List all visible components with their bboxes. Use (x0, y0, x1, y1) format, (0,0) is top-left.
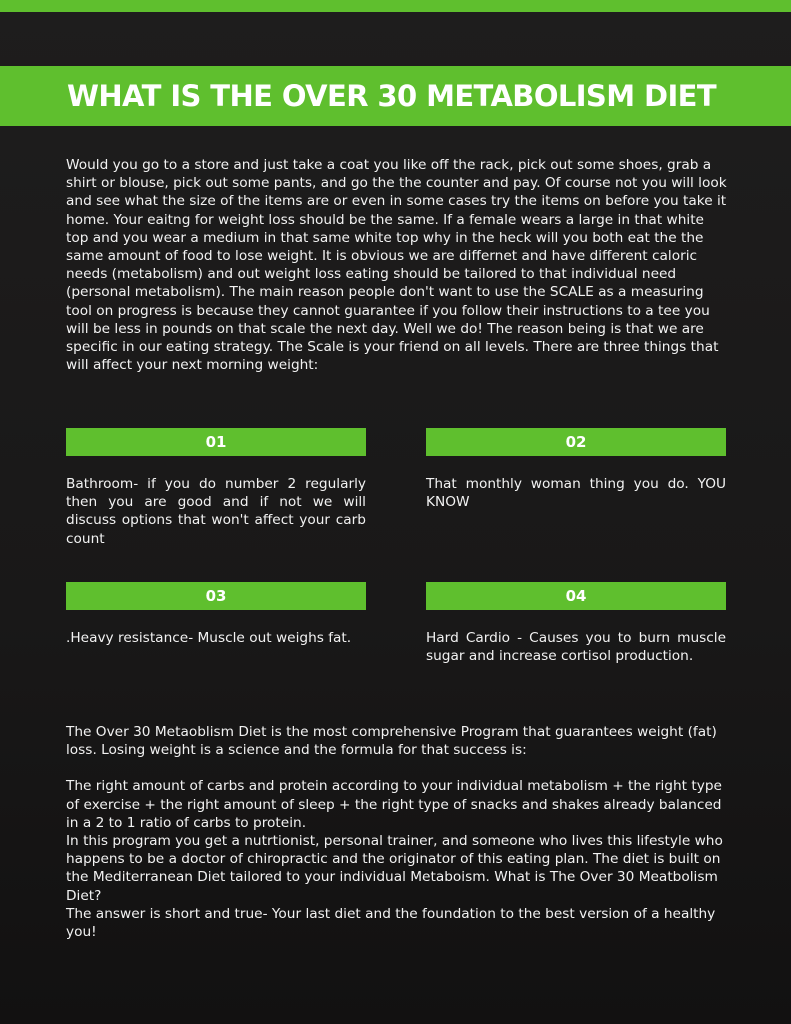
item-number: 03 (205, 587, 227, 605)
item-number: 01 (205, 433, 227, 451)
item-text-01: Bathroom- if you do number 2 regularly then you are good and if not we will discuss options that won't affect your carb count (66, 476, 366, 547)
item-text-03: .Heavy resistance- Muscle out weighs fat. (66, 630, 352, 646)
outro-paragraph-4: The answer is short and true- Your last diet and the foundation to the best version of a healthy you! (66, 905, 716, 941)
item-number-bar-01 (66, 428, 366, 456)
page-title: WHAT IS THE OVER 30 METABOLISM DIET (67, 79, 717, 113)
item-number: 02 (565, 433, 587, 451)
item-number-bar-03 (66, 582, 366, 610)
top-accent-stripe (0, 0, 791, 12)
outro-paragraph-2: The right amount of carbs and protein according to your individual metabolism + the right type of exercise + the right amount of sleep + the right type of snacks and shakes already balanced in a 2 to 1 ratio of carbs to protein. (66, 778, 722, 831)
item-number-bar-02 (426, 428, 726, 456)
item-number: 04 (565, 587, 587, 605)
outro-paragraph-3: In this program you get a nutrtionist, personal trainer, and someone who lives this lifestyle who happens to be a doctor of chiropractic and the originator of this eating plan. The diet is built on the Mediterranean Diet tailored to your individual Metaboism. What is The Over 30 Meatbolism Diet? (66, 833, 723, 904)
item-number-bar-04 (426, 582, 726, 610)
item-text-02: That monthly woman thing you do. YOU KNOW (426, 476, 726, 511)
title-banner (0, 66, 791, 126)
outro-section (66, 723, 728, 941)
intro-paragraph: Would you go to a store and just take a coat you like off the rack, pick out some shoes, grab a shirt or blouse, pick out some pants, and go the the counter and pay. Of course not you will look and see what the size of the items are or even in some cases try the items on before you take it home. Your eaitng for weight loss should be the same. If a female wears a large in that white top and you wear a medium in that same white top why in the heck will you both eat the the same amount of food to lose weight. It is obvious we are differnet and have different caloric needs (metabolism) and out weight loss eating should be tailored to that individual need (personal metabolism). The main reason people don't want to use the SCALE as a measuring tool on progress is because they cannot guarantee if you follow their instructions to a tee you will be less in pounds on that scale the next day. Well we do! The reason being is that we are specific in our eating strategy. The Scale is your friend on all levels. There are three things that will affect your next morning weight: (66, 157, 727, 374)
outro-paragraph-1: The Over 30 Metaoblism Diet is the most comprehensive Program that guarantees weight (fat) loss. Losing weight is a science and the formula for that success is: (66, 724, 717, 759)
item-text-04: Hard Cardio - Causes you to burn muscle sugar and increase cortisol production. (426, 630, 726, 665)
